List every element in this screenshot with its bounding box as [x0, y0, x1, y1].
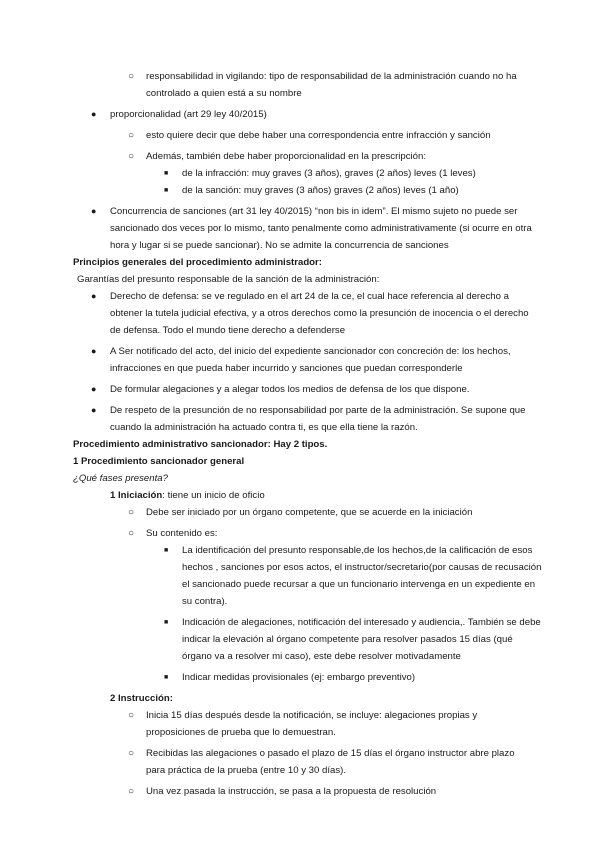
circle-bullet-icon: ○	[128, 507, 135, 518]
list-item-text: de la sanción: muy graves (3 años) graves (2 años) leves (1 año)	[182, 185, 459, 196]
list-item-text: Inicia 15 días después desde la notificación, se incluye: alegaciones propias y proposiciones de prueba que lo demuestran.	[146, 710, 478, 738]
square-bullet-icon: ■	[164, 187, 169, 194]
square-bullet-icon: ■	[164, 674, 169, 681]
list-item	[0, 783, 600, 800]
subheading: Garantías del presunto responsable de la sanción de la administración:	[77, 274, 380, 285]
circle-bullet-icon: ○	[128, 130, 135, 141]
list-item	[0, 542, 600, 610]
list-item	[0, 165, 600, 182]
list-item	[0, 381, 600, 398]
circle-bullet-icon: ○	[128, 71, 135, 82]
list-item	[0, 669, 600, 686]
circle-bullet-icon: ○	[128, 528, 135, 539]
list-item-text: Su contenido es:	[146, 528, 218, 539]
list-item	[0, 106, 600, 123]
list-item	[0, 203, 600, 254]
list-item	[0, 127, 600, 144]
section-heading: Principios generales del procedimiento administrador:	[73, 257, 322, 268]
phase-heading	[110, 487, 540, 504]
list-item-text: de la infracción: muy graves (3 años), graves (2 años) leves (1 leves)	[182, 168, 476, 179]
bullet-icon: ●	[91, 384, 97, 394]
list-item	[0, 343, 600, 377]
list-item	[0, 148, 600, 165]
list-item	[0, 745, 600, 779]
list-item	[0, 707, 600, 741]
bullet-icon: ●	[91, 206, 97, 216]
list-item-text: De respeto de la presunción de no responsabilidad por parte de la administración. Se supone que cuando la administración ha actuado contra ti, es que ella tiene la razón.	[110, 405, 526, 433]
bullet-icon: ●	[91, 346, 97, 356]
list-item-text: Recibidas las alegaciones o pasado el plazo de 15 días el órgano instructor abre plazo para práctica de la prueba (entre 10 y 30 días).	[146, 748, 515, 776]
document-page	[0, 68, 600, 800]
list-item-text: esto quiere decir que debe haber una correspondencia entre infracción y sanción	[146, 130, 491, 141]
question-heading: ¿Qué fases presenta?	[73, 473, 168, 484]
list-item-text: Concurrencia de sanciones (art 31 ley 40/2015) “non bis in idem”. El mismo sujeto no puede ser sancionado dos veces por lo mismo, tanto penalmente como administrativamente (si ocurre en otra hora y lugar si se puede sancionar). No se admite la concurrencia de sanciones	[110, 206, 532, 251]
list-item-text: proporcionalidad (art 29 ley 40/2015)	[110, 109, 267, 120]
list-item-text: Derecho de defensa: se ve regulado en el art 24 de la ce, el cual hace referencia al derecho a obtener la tutela judicial efectiva, y a otros derechos como la presunción de inocencia o el derecho de defensa. Todo el mundo tiene derecho a defenderse	[110, 291, 529, 336]
square-bullet-icon: ■	[164, 619, 169, 626]
list-item-text: Además, también debe haber proporcionalidad en la prescripción:	[146, 151, 426, 162]
bullet-icon: ●	[91, 291, 97, 301]
square-bullet-icon: ■	[164, 547, 169, 554]
circle-bullet-icon: ○	[128, 786, 135, 797]
list-item-text: De formular alegaciones y a alegar todos los medios de defensa de los que dispone.	[110, 384, 470, 395]
list-item-text: Debe ser iniciado por un órgano competente, que se acuerde en la iniciación	[146, 507, 473, 518]
list-item	[0, 288, 600, 339]
phase-title: 1 Iniciación	[110, 490, 163, 501]
list-item-text: Indicar medidas provisionales (ej: embargo preventivo)	[182, 672, 416, 683]
bullet-icon: ●	[91, 405, 97, 415]
list-item	[0, 402, 600, 436]
list-item-text: Indicación de alegaciones, notificación del interesado y audiencia,. También se debe indicar la elevación al órgano competente para resolver pasados 15 días (qué órgano va a resolver mi caso), este debe resolver motivadamente	[182, 617, 541, 662]
circle-bullet-icon: ○	[128, 710, 135, 721]
list-item-text: responsabilidad in vigilando: tipo de responsabilidad de la administración cuando no ha controlado a quien está a su nombre	[146, 71, 517, 99]
circle-bullet-icon: ○	[128, 748, 135, 759]
bullet-icon: ●	[91, 109, 97, 119]
list-item-text: La identificación del presunto responsable,de los hechos,de la calificación de esos hechos , sanciones por esos actos, el instructor/secretario(por causas de recusación el sancionado puede recursar a que un funcionario intervenga en un expediente en su contra).	[182, 545, 542, 607]
square-bullet-icon: ■	[164, 170, 169, 177]
section-heading: Procedimiento administrativo sancionador: Hay 2 tipos.	[73, 439, 328, 450]
phase-heading: 2 Instrucción:	[110, 693, 173, 704]
circle-bullet-icon: ○	[128, 151, 135, 162]
phase-description: : tiene un inicio de oficio	[162, 490, 265, 501]
list-item	[0, 182, 600, 199]
list-item-text: A Ser notificado del acto, del inicio del expediente sancionador con concreción de: los hechos, infracciones en que pueda haber incurrido y sanciones que puedan corresponderle	[110, 346, 511, 374]
list-item	[0, 68, 600, 102]
list-item	[0, 504, 600, 521]
list-item	[0, 525, 600, 542]
list-item-text: Una vez pasada la instrucción, se pasa a la propuesta de resolución	[146, 786, 437, 797]
list-item	[0, 614, 600, 665]
section-heading: 1 Procedimiento sancionador general	[73, 456, 245, 467]
